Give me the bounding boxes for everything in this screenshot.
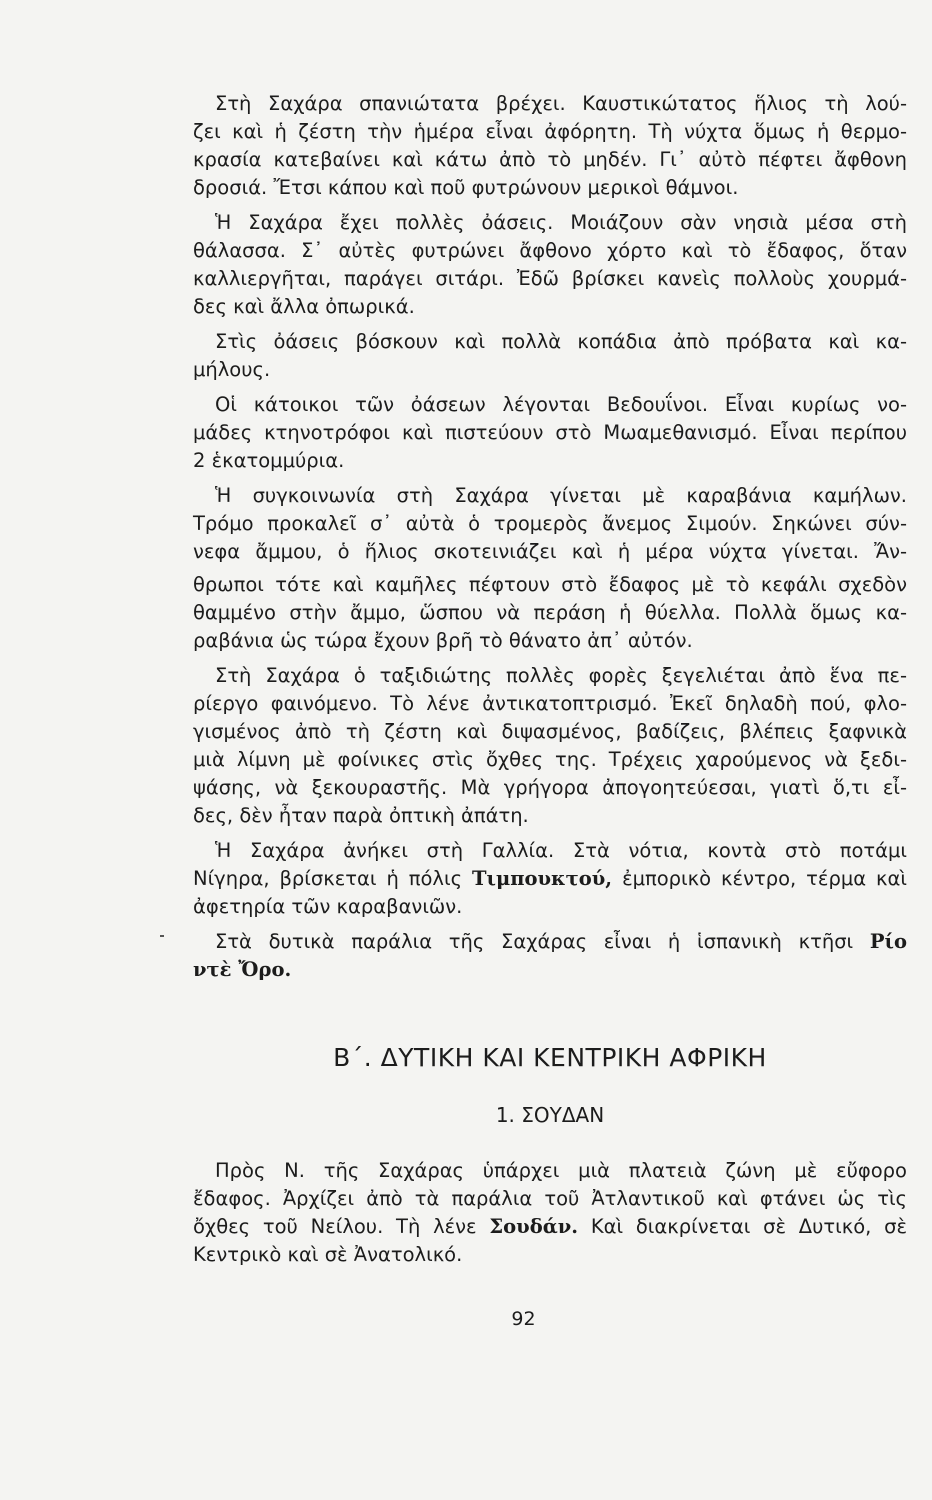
text-segment: Στὰ δυτικὰ παράλια τῆς Σαχάρας εἶναι ἡ ἱσπανικὴ κτῆσι xyxy=(215,930,854,953)
print-mark xyxy=(160,935,164,937)
text-line xyxy=(193,956,907,984)
text-line: Ἡ Σαχάρα ἀνήκει στὴ Γαλλία. Στὰ νότια, κοντὰ στὸ ποτάμι xyxy=(215,839,907,862)
text-segment: ὄχθες τοῦ Νείλου. Τὴ λένε xyxy=(193,1215,477,1238)
text-line: Τρόμο προκαλεῖ σ᾿ αὐτὰ ὁ τρομερὸς ἄνεμος Σιμούν. Σηκώνει σύν- xyxy=(193,512,907,535)
text-line: θάλασσα. Σ᾿ αὐτὲς φυτρώνει ἄφθονο χόρτο καὶ τὸ ἔδαφος, ὅταν xyxy=(193,239,907,262)
text-line: μιὰ λίμνη μὲ φοίνικες στὶς ὄχθες της. Τρέχεις χαρούμενος νὰ ξεδι- xyxy=(193,748,907,771)
text-line: Κεντρικὸ καὶ σὲ Ἀνατολικό. xyxy=(193,1243,463,1266)
subsection-heading: 1. ΣΟΥΔΑΝ xyxy=(495,1103,605,1127)
place-name-rio-de-oro-part: Ρίο xyxy=(869,930,907,953)
text-line: Πρὸς Ν. τῆς Σαχάρας ὑπάρχει μιὰ πλατειὰ ζώνη μὲ εὔφορο xyxy=(215,1159,907,1182)
text-line: νεφα ἄμμου, ὁ ἥλιος σκοτεινιάζει καὶ ἡ μέρα νύχτα γίνεται. Ἄν- xyxy=(193,540,907,563)
place-name-rio-de-oro-part: ντὲ Ὄρο. xyxy=(193,958,292,981)
text-segment: ἐμπορικὸ κέντρο, τέρμα καὶ xyxy=(622,867,908,890)
text-line: ρίεργο φαινόμενο. Τὸ λένε ἀντικατοπτρισμό. Ἐκεῖ δηλαδὴ πού, φλο- xyxy=(193,692,907,715)
text-line: θρωποι τότε καὶ καμῆλες πέφτουν στὸ ἔδαφος μὲ τὸ κεφάλι σχεδὸν xyxy=(193,573,907,596)
text-line xyxy=(193,1213,907,1241)
text-line xyxy=(193,928,907,956)
text-line: Ἡ Σαχάρα ἔχει πολλὲς ὀάσεις. Μοιάζουν σὰν νησιὰ μέσα στὴ xyxy=(215,211,907,234)
text-line: Οἱ κάτοικοι τῶν ὀάσεων λέγονται Βεδουΐνοι. Εἶναι κυρίως νο- xyxy=(215,393,907,416)
text-line: γισμένος ἀπὸ τὴ ζέστη καὶ διψασμένος, βαδίζεις, βλέπεις ξαφνικὰ xyxy=(193,720,907,743)
text-line: ἀφετηρία τῶν καραβανιῶν. xyxy=(193,895,463,918)
text-line: δροσιά. Ἔτσι κάπου καὶ ποῦ φυτρώνουν μερικοὶ θάμνοι. xyxy=(193,176,739,199)
text-line: ἔδαφος. Ἀρχίζει ἀπὸ τὰ παράλια τοῦ Ἀτλαντικοῦ καὶ φτάνει ὡς τὶς xyxy=(193,1187,907,1210)
text-line: δες, δὲν ἦταν παρὰ ὀπτικὴ ἀπάτη. xyxy=(193,804,529,827)
text-line: καλλιεργῆται, παράγει σιτάρι. Ἐδῶ βρίσκει κανεὶς πολλοὺς χουρμά- xyxy=(193,267,907,290)
section-heading: Β΄. ΔΥΤΙΚΗ ΚΑΙ ΚΕΝΤΡΙΚΗ ΑΦΡΙΚΗ xyxy=(333,1043,767,1072)
text-line: Στὶς ὀάσεις βόσκουν καὶ πολλὰ κοπάδια ἀπὸ πρόβατα καὶ κα- xyxy=(215,330,907,353)
text-segment: Νίγηρα, βρίσκεται ἡ πόλις xyxy=(193,867,463,890)
text-segment: Καὶ διακρίνεται σὲ Δυτικό, σὲ xyxy=(590,1215,908,1238)
text-line: ραβάνια ὡς τώρα ἔχουν βρῆ τὸ θάνατο ἀπ᾿ αὐτόν. xyxy=(193,629,693,652)
text-line: Στὴ Σαχάρα σπανιώτατα βρέχει. Καυστικώτατος ἥλιος τὴ λού- xyxy=(215,92,907,115)
text-line: 2 ἑκατομμύρια. xyxy=(193,449,345,472)
text-line: ψάσης, νὰ ξεκουραστῆς. Μὰ γρήγορα ἀπογοητεύεσαι, γιατὶ ὅ,τι εἶ- xyxy=(193,776,907,799)
text-line: ζει καὶ ἡ ζέστη τὴν ἡμέρα εἶναι ἀφόρητη. Τὴ νύχτα ὅμως ἡ θερμο- xyxy=(193,120,907,143)
page-number: 92 xyxy=(511,1308,536,1330)
place-name-timbuktu: Τιμπουκτού, xyxy=(472,867,613,890)
text-line: θαμμένο στὴν ἄμμο, ὥσπου νὰ περάση ἡ θύελλα. Πολλὰ ὅμως κα- xyxy=(193,601,907,624)
text-line: μήλους. xyxy=(193,358,271,381)
text-line xyxy=(193,865,907,893)
text-line: Στὴ Σαχάρα ὁ ταξιδιώτης πολλὲς φορὲς ξεγελιέται ἀπὸ ἕνα πε- xyxy=(215,664,907,687)
text-line: δες καὶ ἄλλα ὀπωρικά. xyxy=(193,295,415,318)
text-line: Ἡ συγκοινωνία στὴ Σαχάρα γίνεται μὲ καραβάνια καμήλων. xyxy=(215,484,907,507)
text-line: κρασία κατεβαίνει καὶ κάτω ἀπὸ τὸ μηδέν. Γι᾿ αὐτὸ πέφτει ἄφθονη xyxy=(193,148,907,171)
text-line: μάδες κτηνοτρόφοι καὶ πιστεύουν στὸ Μωαμεθανισμό. Εἶναι περίπου xyxy=(193,421,907,444)
place-name-sudan: Σουδάν. xyxy=(489,1215,579,1238)
